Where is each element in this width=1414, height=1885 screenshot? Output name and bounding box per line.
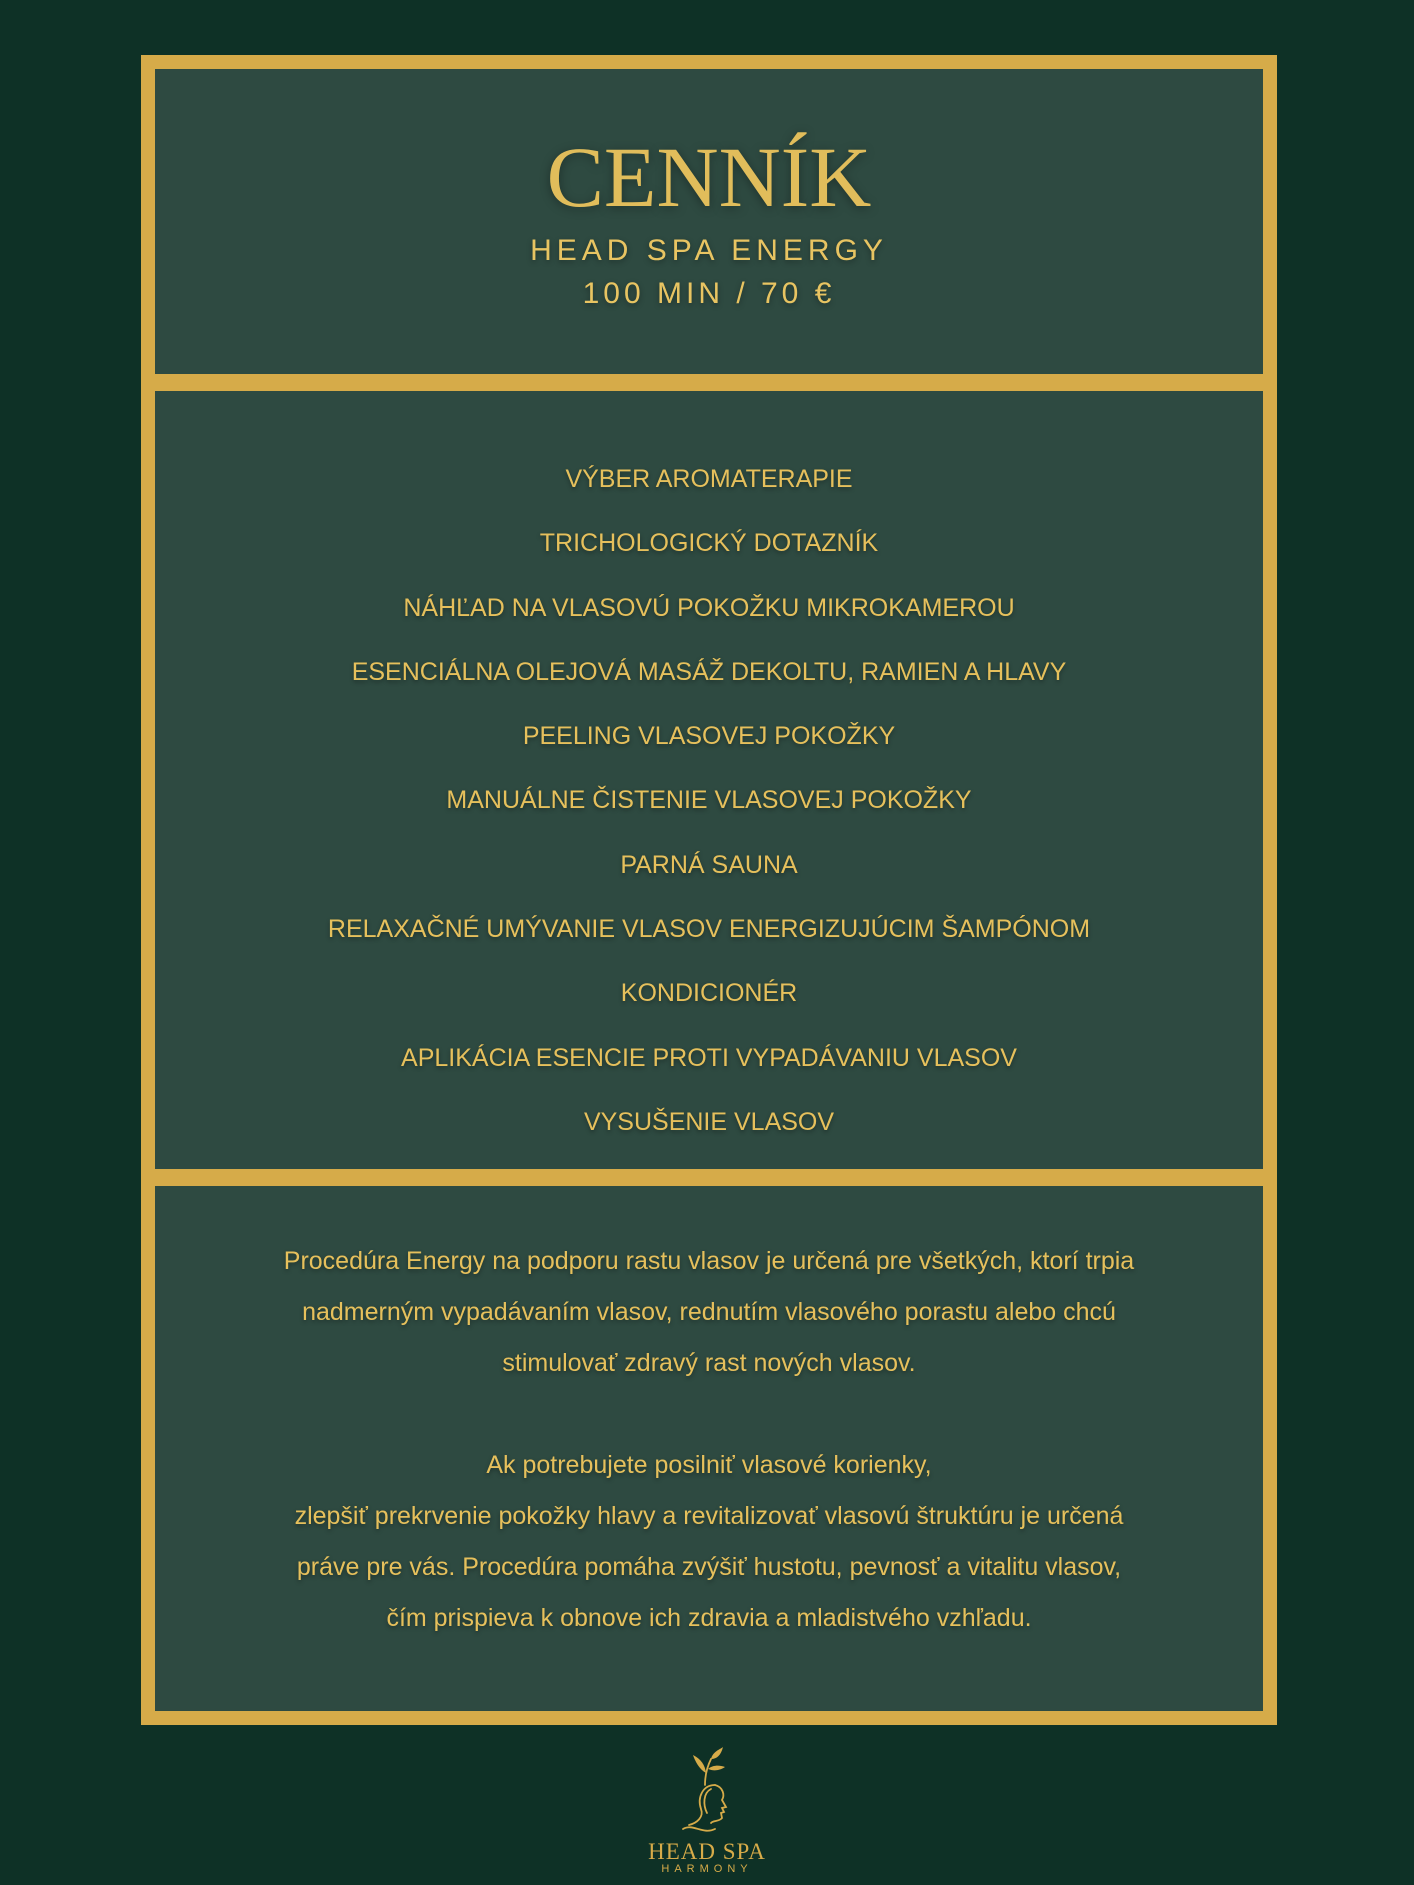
- service-item: KONDICIONÉR: [620, 979, 798, 1008]
- service-item: RELAXAČNÉ UMÝVANIE VLASOV ENERGIZUJÚCIM ŠAMPÓNOM: [327, 915, 1091, 944]
- brand-tagline: HARMONY: [661, 1863, 753, 1875]
- description-line: čím prispieva k obnove ich zdravia a mladistvého vzhľadu.: [386, 1604, 1032, 1632]
- description-line: Ak potrebujete posilniť vlasové korienky,: [486, 1451, 932, 1479]
- service-item: PEELING VLASOVEJ POKOŽKY: [522, 722, 896, 751]
- description-line: nadmerným vypadávaním vlasov, rednutím vlasového porastu alebo chcú: [302, 1298, 1116, 1326]
- brand-name: HEAD SPA: [648, 1839, 766, 1864]
- service-item: PARNÁ SAUNA: [620, 850, 798, 879]
- service-item: VÝBER AROMATERAPIE: [565, 465, 853, 493]
- service-item: VYSUŠENIE VLASOV: [583, 1107, 835, 1136]
- services-list: [155, 447, 1263, 1154]
- service-item: ESENCIÁLNA OLEJOVÁ MASÁŽ DEKOLTU, RAMIEN A HLAVY: [351, 657, 1067, 686]
- description-line: práve pre vás. Procedúra pomáha zvýšiť hustotu, pevnosť a vitalitu vlasov,: [296, 1553, 1122, 1581]
- description-line: Procedúra Energy na podporu rastu vlasov je určená pre všetkých, ktorí trpia: [283, 1247, 1135, 1275]
- service-item: APLIKÁCIA ESENCIE PROTI VYPADÁVANIU VLASOV: [401, 1043, 1017, 1072]
- service-item: TRICHOLOGICKÝ DOTAZNÍK: [539, 529, 879, 558]
- woman-profile-leaves-icon: [675, 1745, 739, 1837]
- treatment-duration-price: 100 MIN / 70 €: [582, 277, 836, 310]
- brand-logo: [0, 1745, 1414, 1875]
- description-paragraph-2: [195, 1440, 1223, 1644]
- treatment-name: HEAD SPA ENERGY: [530, 234, 888, 267]
- header-panel: [155, 69, 1263, 374]
- description-line: stimulovať zdravý rast nových vlasov.: [502, 1349, 916, 1377]
- description-line: zlepšiť prekrvenie pokožky hlavy a revitalizovať vlasovú štruktúru je určená: [294, 1502, 1124, 1530]
- service-item: MANUÁLNE ČISTENIE VLASOVEJ POKOŽKY: [446, 786, 972, 815]
- description-panel: [155, 1186, 1263, 1711]
- description-paragraph-1: [195, 1236, 1223, 1389]
- page-title: CENNÍK: [546, 129, 872, 225]
- services-panel: [155, 391, 1263, 1169]
- price-list-frame: [141, 55, 1277, 1725]
- service-item: NÁHĽAD NA VLASOVÚ POKOŽKU MIKROKAMEROU: [403, 593, 1015, 622]
